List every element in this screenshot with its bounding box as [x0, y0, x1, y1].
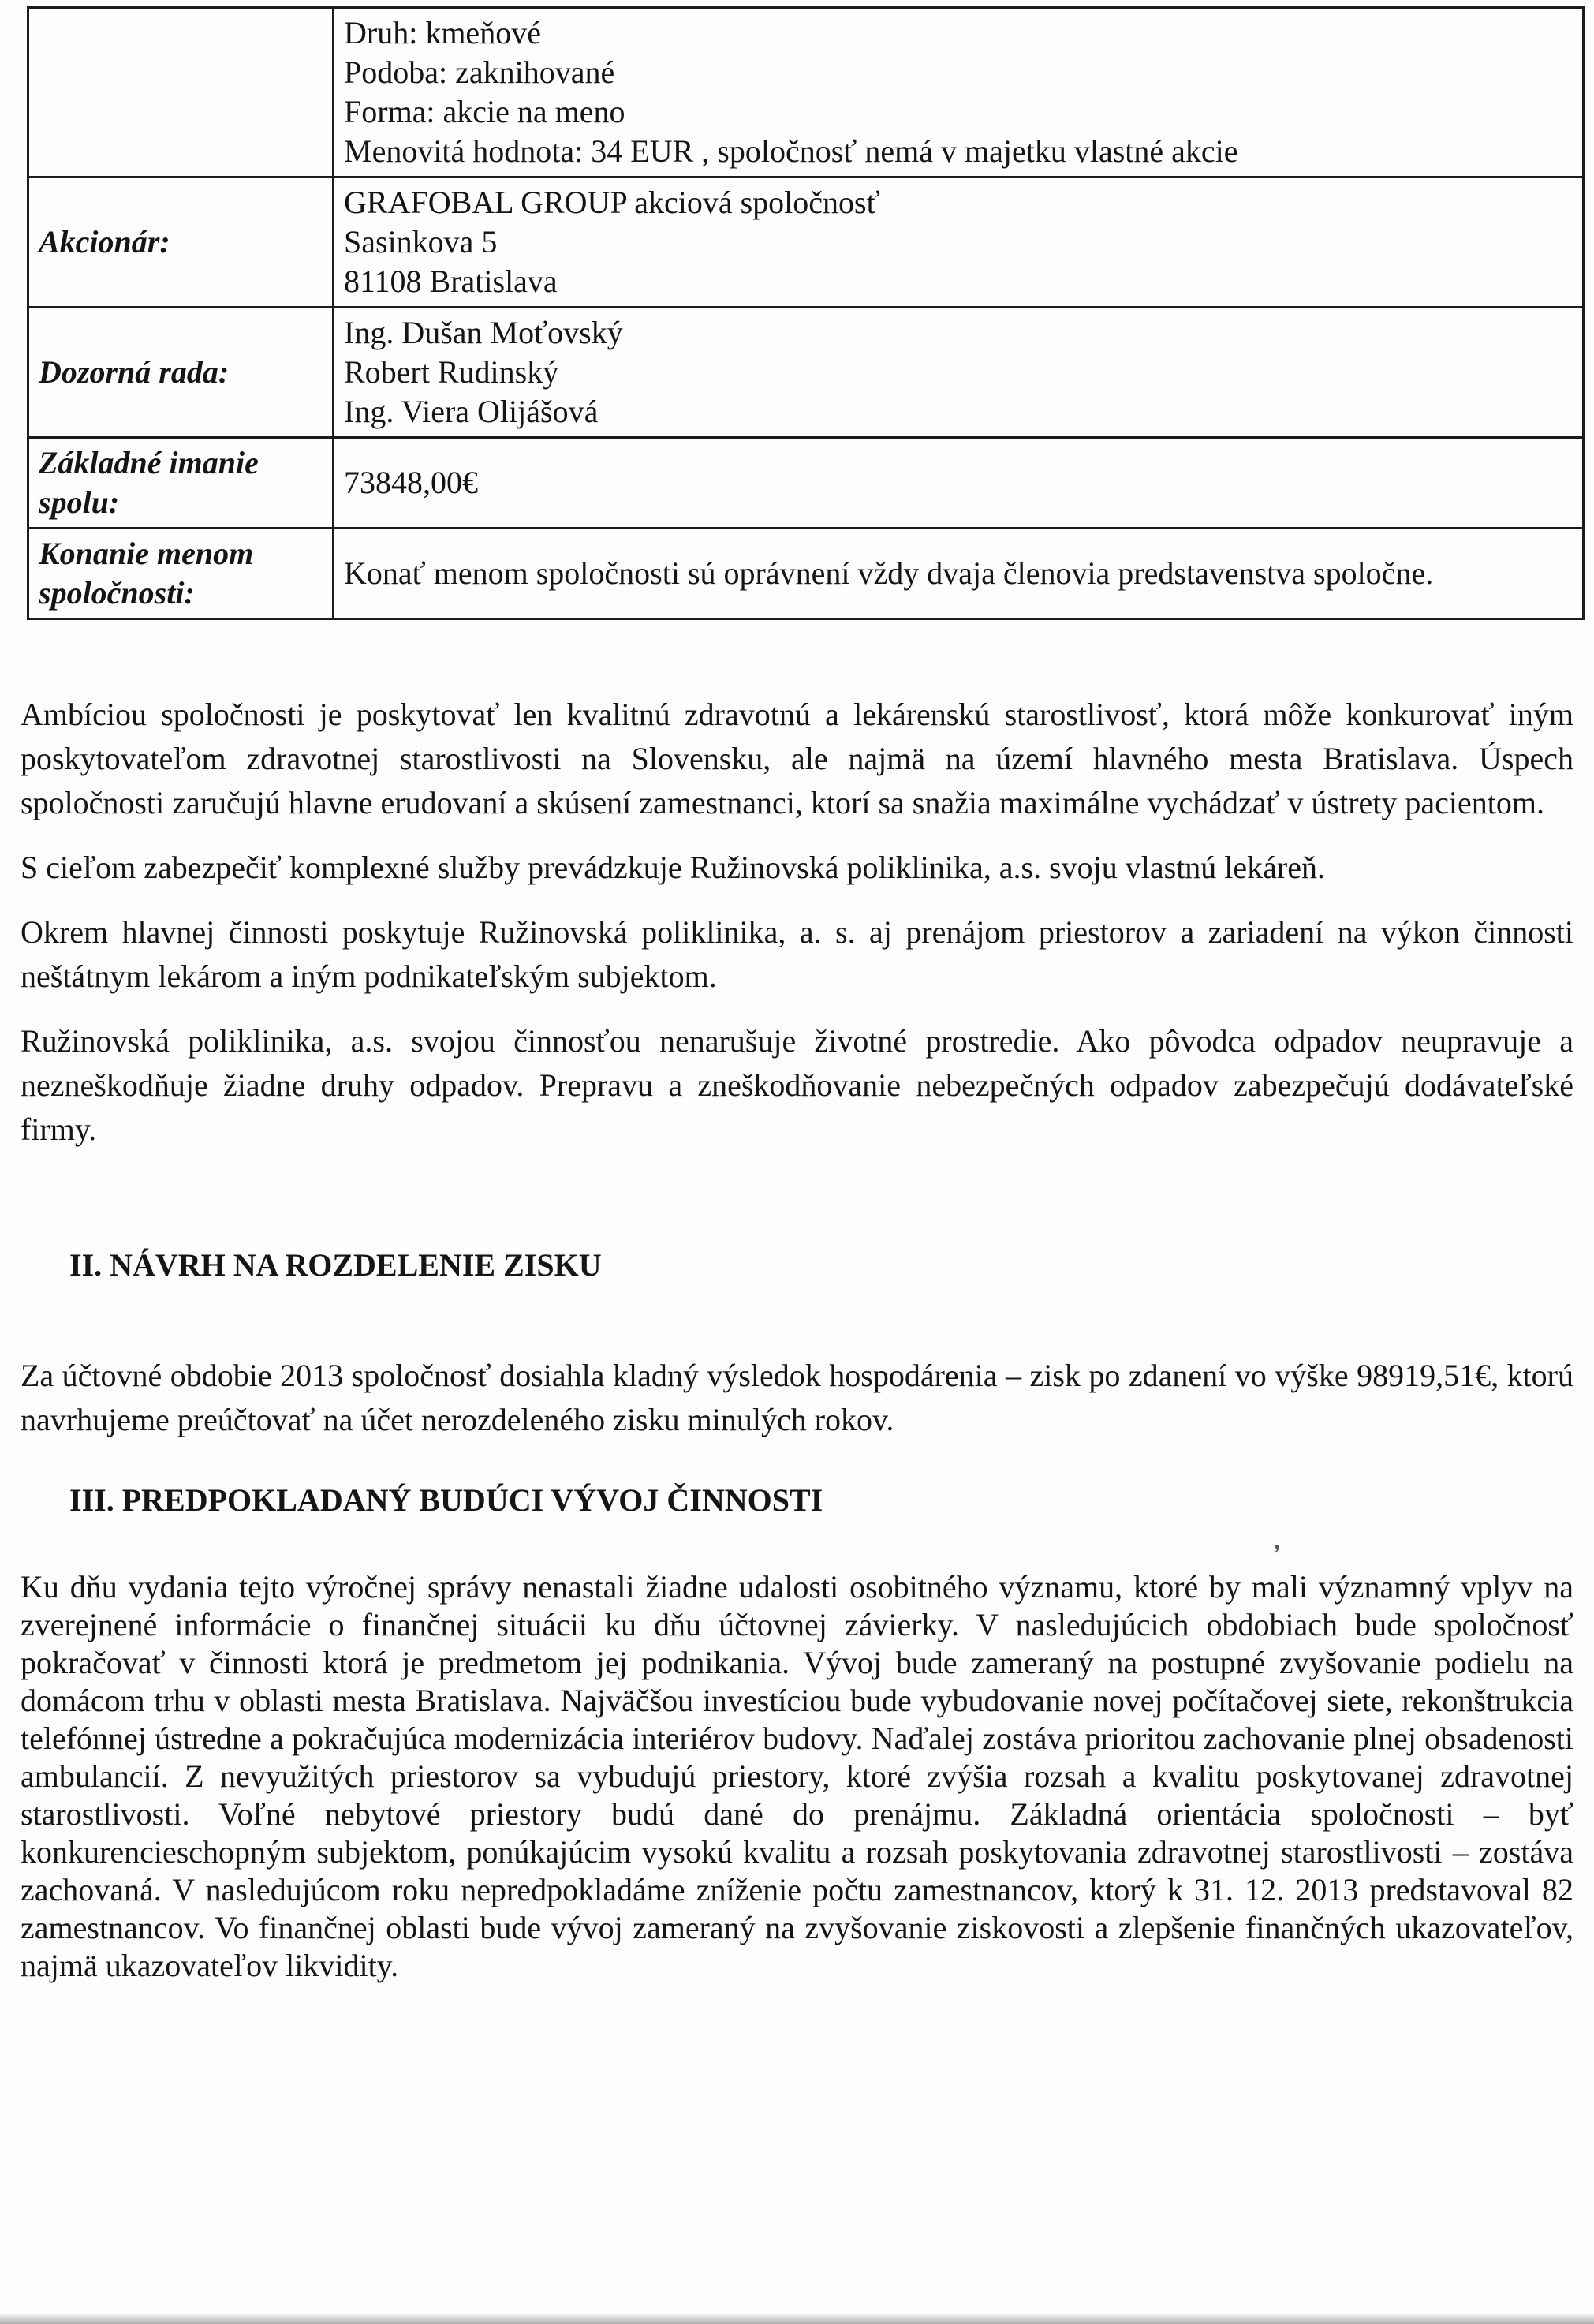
paragraph-future-development: Ku dňu vydania tejto výročnej správy nenastali žiadne udalosti osobitného významu, ktoré by mali významný vplyv na zverejnené informácie o finančnej situácii ku dňu účtovnej závierky. V nasledujúcich obdobiach bude spoločnosť pokračovať v činnosti ktorá je predmetom jej podnikania. Vývoj bude zameraný na postupné zvyšovanie podielu na domácom trhu v oblasti mesta Bratislava. Najväčšou investíciou bude vybudovanie novej počítačovej siete, rekonštrukcia telefónnej ústredne a pokračujúca modernizácia interiérov budovy. Naďalej zostáva prioritou zachovanie plnej obsadenosti ambulancií. Z nevyužitých priestorov sa vybudujú priestory, ktoré zvýšia rozsah a kvalitu poskytovanej zdravotnej starostlivosti. Voľné nebytové priestory budú dané do prenájmu. Základná orientácia spoločnosti – byť konkurencieschopným subjektom, ponúkajúcim vysokú kvalitu a rozsah poskytovania zdravotnej starostlivosti – zostáva zachovaná. V nasledujúcom roku nepredpokladáme zníženie počtu zamestnancov, ktorý k 31. 12. 2013 predstavoval 82 zamestnancov. Vo finančnej oblasti bude vývoj zameraný na zvyšovanie ziskovosti a zlepšenie finančných ukazovateľov, najmä ukazovateľov likvidity. [21, 1569, 1573, 1983]
shares-nominal-line: Menovitá hodnota: 34 EUR , spoločnosť nemá v majetku vlastné akcie [344, 133, 1238, 169]
paragraph-ambition: Ambíciou spoločnosti je poskytovať len kvalitnú zdravotnú a lekárenskú starostlivosť, ktorá môže konkurovať iným poskytovateľom zdravotnej starostlivosti na Slovensku, ale najmä na území hlavného mesta Bratislava. Úspech spoločnosti zaručujú hlavne erudovaní a skúsení zamestnanci, ktorí sa snažia maximálne vychádzať v ústrety pacientom. [21, 697, 1573, 820]
shareholder-city-line: 81108 Bratislava [344, 263, 558, 299]
row-label: Konanie menom spoločnosti: [28, 529, 334, 619]
row-content [334, 308, 1584, 438]
acting-rule-line: Konať menom spoločnosti sú oprávnení vždy dvaja členovia predstavenstva spoločne. [344, 555, 1434, 591]
shares-type-line: Druh: kmeňové [344, 15, 541, 50]
shareholder-street-line: Sasinkova 5 [344, 224, 498, 260]
board-member-line: Ing. Dušan Moťovský [344, 315, 623, 350]
table-row-shares [28, 8, 1584, 177]
row-label: Základné imanie spolu: [28, 438, 334, 529]
paragraph-environment: Ružinovská poliklinika, a.s. svojou činnosťou nenarušuje životné prostredie. Ako pôvodca odpadov neupravuje a nezneškodňuje žiadne druhy odpadov. Prepravu a zneškodňovanie nebezpečných odpadov zabezpečujú dodávateľské firmy. [21, 1023, 1573, 1147]
board-member-line: Robert Rudinský [344, 354, 559, 390]
table-row-acting-on-behalf [28, 529, 1584, 619]
share-capital-value: 73848,00€ [344, 465, 478, 500]
shares-kind-line: Forma: akcie na meno [344, 94, 625, 129]
paragraph-pharmacy: S cieľom zabezpečiť komplexné služby prevádzkuje Ružinovská poliklinika, a.s. svoju vlastnú lekáreň. [21, 850, 1326, 885]
company-info-table [27, 6, 1585, 620]
board-member-line: Ing. Viera Olijášová [344, 394, 599, 429]
row-content [334, 438, 1584, 529]
table-row-share-capital [28, 438, 1584, 529]
shareholder-name-line: GRAFOBAL GROUP akciová spoločnosť [344, 185, 880, 220]
shares-form-line: Podoba: zaknihované [344, 54, 615, 90]
row-label [28, 8, 334, 177]
row-content [334, 8, 1584, 177]
table-row-supervisory-board [28, 308, 1584, 438]
paragraph-profit: Za účtovné obdobie 2013 spoločnosť dosiahla kladný výsledok hospodárenia – zisk po zdanení vo výške 98919,51€, ktorú navrhujeme preúčtovať na účet nerozdeleného zisku minulých rokov. [21, 1358, 1573, 1437]
row-label: Dozorná rada: [28, 308, 334, 438]
table-row-shareholder [28, 177, 1584, 308]
row-content [334, 177, 1584, 308]
scan-bottom-edge [0, 2313, 1594, 2324]
paragraph-rental: Okrem hlavnej činnosti poskytuje Ružinovská poliklinika, a. s. aj prenájom priestorov a zariadení na výkon činnosti neštátnym lekárom a iným podnikateľským subjektom. [21, 914, 1573, 994]
section-heading-future-development: III. PREDPOKLADANÝ BUDÚCI VÝVOJ ČINNOSTI [69, 1482, 823, 1518]
row-label: Akcionár: [28, 177, 334, 308]
scan-speck-artifact: ’ [1271, 1538, 1282, 1573]
row-content [334, 529, 1584, 619]
document-body [21, 693, 1573, 1985]
section-heading-profit-distribution: II. NÁVRH NA ROZDELENIE ZISKU [69, 1247, 602, 1283]
